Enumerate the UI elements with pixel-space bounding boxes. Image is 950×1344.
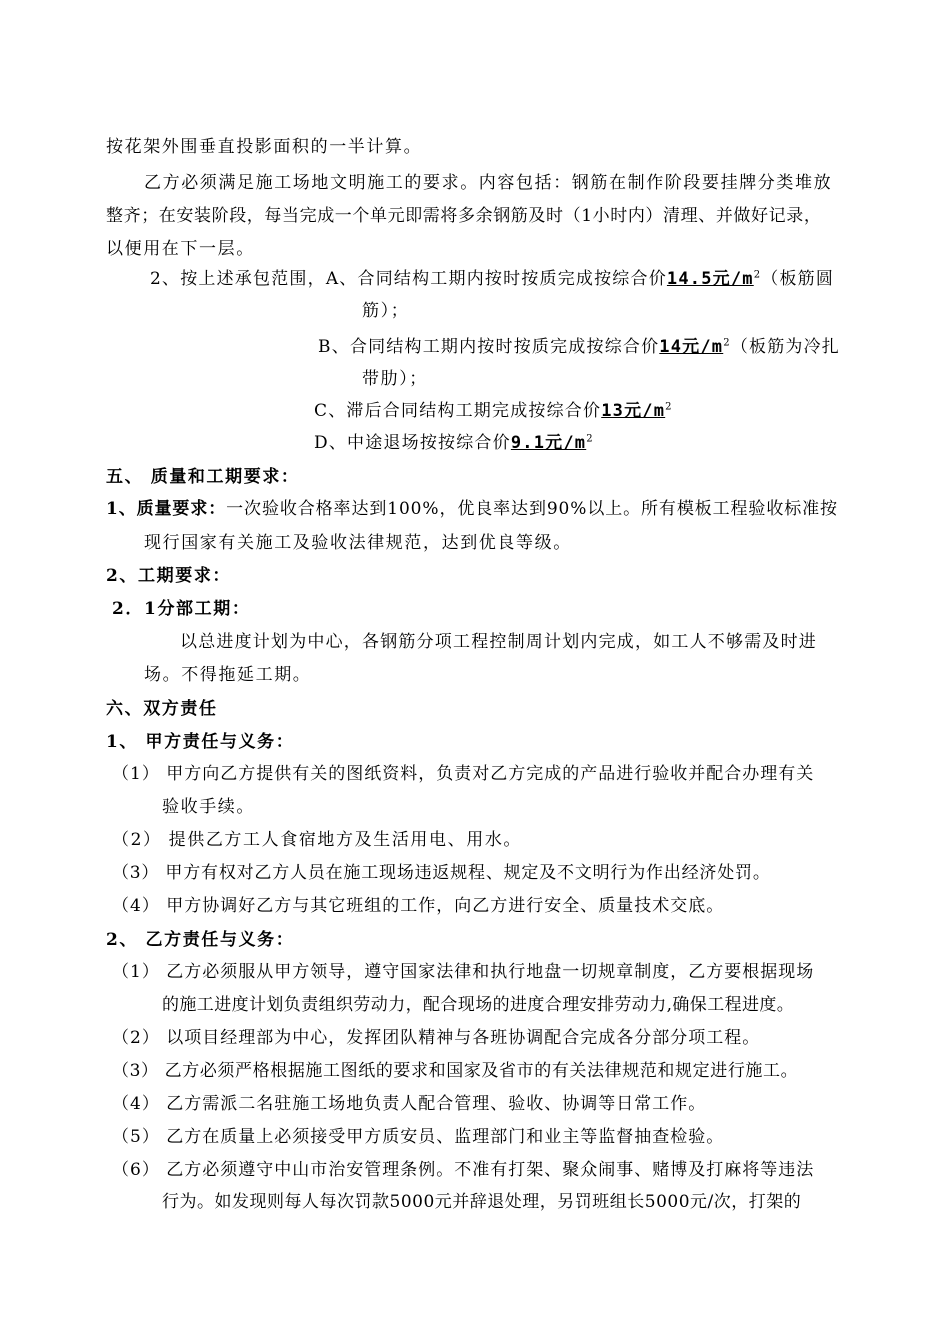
clause-text: C、滞后合同结构工期完成按综合价 [314, 401, 602, 421]
list-item: （3） 甲方有权对乙方人员在施工现场违返规程、规定及不文明行为作出经济处罚。 [112, 863, 771, 883]
price-value: 13元/m [601, 401, 666, 421]
clause-text: 2、按上述承包范围，A、合同结构工期内按时按质完成按综合价 [150, 269, 667, 289]
quality-requirement [106, 498, 838, 520]
paragraph-line: 场。不得拖延工期。 [144, 665, 312, 685]
unit-exponent: 2 [723, 337, 731, 349]
subsection-heading: 2、 乙方责任与义务： [106, 930, 295, 950]
paragraph-line: 筋）； [362, 301, 410, 321]
paragraph-line: 现行国家有关施工及验收法律规范，达到优良等级。 [144, 533, 572, 553]
price-value: 14元/m [659, 337, 724, 357]
price-clause-d [314, 432, 594, 454]
clause-note: （板筋圆 [761, 269, 835, 289]
subsection-heading: 2．1分部工期： [112, 599, 251, 619]
subsection-heading: 2、工期要求： [106, 566, 232, 586]
price-clause-c [314, 400, 673, 422]
price-value: 9.1元/m [510, 433, 587, 453]
unit-exponent: 2 [753, 269, 762, 281]
list-item: （2） 以项目经理部为中心，发挥团队精神与各班协调配合完成各分部分项工程。 [112, 1028, 761, 1048]
clause-note: （板筋为冷扎 [730, 337, 841, 357]
price-clause-b [318, 336, 840, 358]
list-item: （6） 乙方必须遵守中山市治安管理条例。不准有打架、聚众闹事、赌博及打麻将等违法 [112, 1160, 815, 1180]
section-heading: 六、双方责任 [106, 699, 218, 719]
unit-exponent: 2 [586, 433, 594, 445]
price-clause-a [150, 268, 834, 290]
subsection-heading: 1、 甲方责任与义务： [106, 732, 295, 752]
clause-text: B、合同结构工期内按时按质完成按综合价 [318, 337, 660, 357]
list-item: （2） 提供乙方工人食宿地方及生活用电、用水。 [112, 830, 523, 850]
paragraph-line: 行为。如发现则每人每次罚款5000元并辞退处理，另罚班组长5000元/次，打架的 [162, 1192, 802, 1212]
list-item: （1） 乙方必须服从甲方领导，遵守国家法律和执行地盘一切规章制度，乙方要根据现场 [112, 962, 815, 982]
paragraph-line: 以便用在下一层。 [106, 239, 255, 259]
list-item: （4） 甲方协调好乙方与其它班组的工作，向乙方进行安全、质量技术交底。 [112, 896, 725, 916]
unit-exponent: 2 [665, 401, 673, 413]
list-item: （3） 乙方必须严格根据施工图纸的要求和国家及省市的有关法律规范和规定进行施工。 [112, 1061, 799, 1081]
item-label: 1、质量要求： [106, 499, 227, 519]
clause-text: D、中途退场按按综合价 [314, 433, 511, 453]
paragraph-line: 带肋）； [362, 369, 428, 389]
paragraph-line: 按花架外围垂直投影面积的一半计算。 [106, 137, 423, 157]
paragraph-line: 验收手续。 [162, 797, 255, 817]
price-value: 14.5元/m [666, 269, 754, 289]
paragraph-line: 的施工进度计划负责组织劳动力，配合现场的进度合理安排劳动力,确保工程进度。 [162, 995, 795, 1015]
paragraph-line: 整齐；在安装阶段，每当完成一个单元即需将多余钢筋及时（1小时内）清理、并做好记录， [106, 206, 822, 226]
item-text: 一次验收合格率达到100%，优良率达到90%以上。所有模板工程验收标准按 [226, 499, 838, 519]
paragraph-line: 乙方必须满足施工场地文明施工的要求。内容包括：钢筋在制作阶段要挂牌分类堆放 [144, 173, 833, 193]
list-item: （5） 乙方在质量上必须接受甲方质安员、监理部门和业主等监督抽查检验。 [112, 1127, 725, 1147]
list-item: （4） 乙方需派二名驻施工场地负责人配合管理、验收、协调等日常工作。 [112, 1094, 707, 1114]
paragraph-line: 以总进度计划为中心，各钢筋分项工程控制周计划内完成，如工人不够需及时进 [180, 632, 817, 652]
section-heading: 五、 质量和工期要求： [106, 467, 300, 487]
list-item: （1） 甲方向乙方提供有关的图纸资料，负责对乙方完成的产品进行验收并配合办理有关 [112, 764, 815, 784]
